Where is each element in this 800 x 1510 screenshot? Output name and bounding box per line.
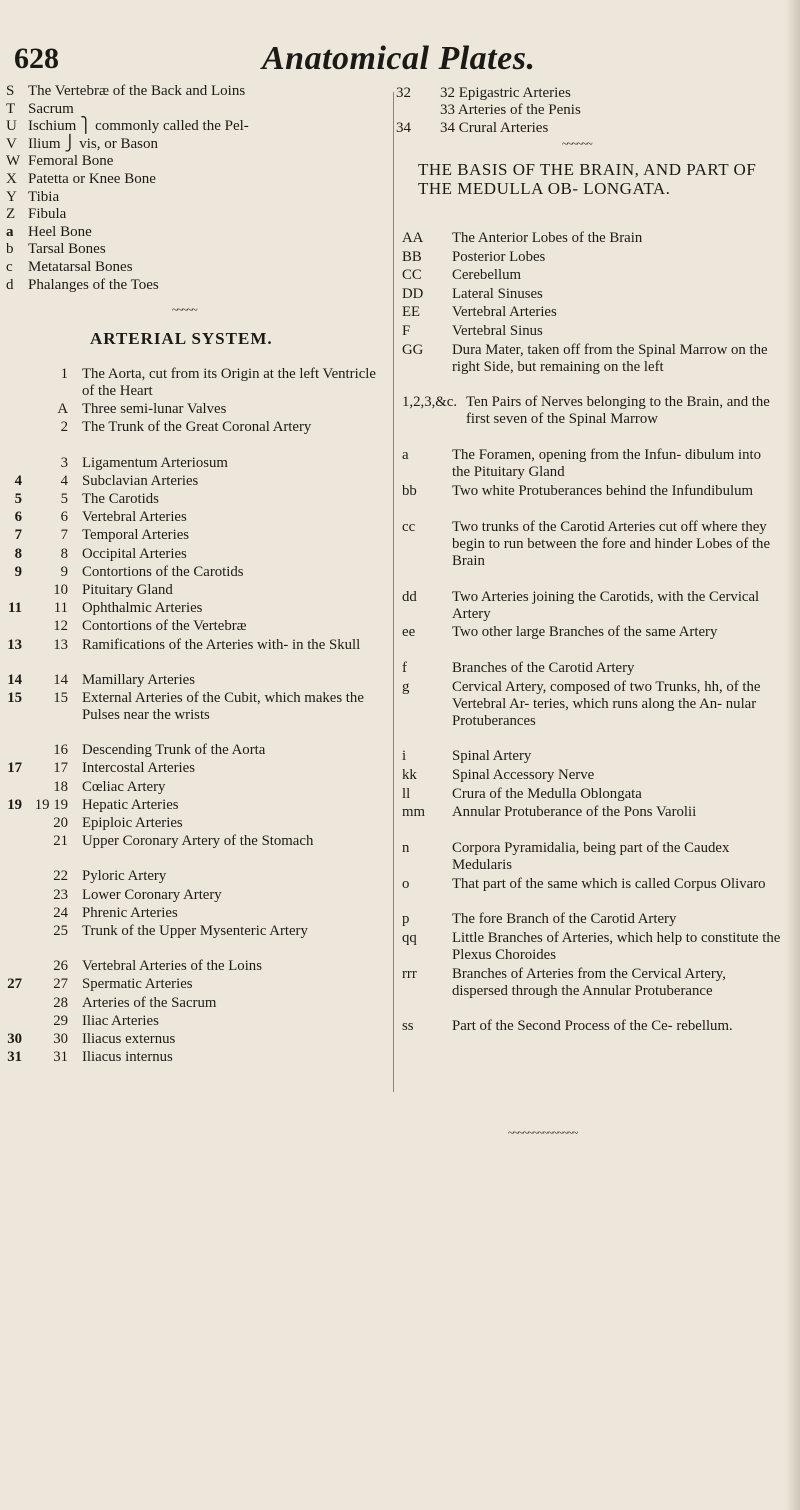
legend-text: Vertebral Sinus: [452, 323, 543, 339]
legend-text: That part of the same which is called Corpus Olivaro: [452, 875, 766, 892]
legend-text: Cervical Artery, composed of two Trunks, hh, of the Vertebral Ar- teries, which runs along the An- nular Protuberances: [452, 678, 761, 729]
artery-description: Spermatic Arteries: [82, 976, 193, 993]
legend-key: 1,2,3,&c.: [402, 394, 458, 411]
left-column: [0, 83, 398, 1283]
ornament-divider-bottom: ~~~~~~~~~~~~~~: [508, 1127, 578, 1139]
legend-key: mm: [402, 804, 426, 821]
plate-margin-number: 7: [14, 527, 22, 544]
artery-number: 23: [53, 886, 68, 903]
artery-number: 17: [53, 760, 68, 777]
artery-description: Ramifications of the Arteries with- in the Skull: [82, 636, 361, 653]
page-header: [0, 0, 800, 80]
artery-description: Contortions of the Carotids: [82, 563, 244, 580]
artery-description: 33 Arteries of the Penis: [440, 102, 581, 119]
plate-margin-number: 34: [396, 119, 411, 136]
artery-number: 7: [60, 527, 68, 544]
legend-key: DD: [402, 285, 424, 302]
legend-key: i: [402, 748, 407, 765]
legend-text: Ischium ⎫ commonly called the Pel-: [28, 118, 249, 135]
legend-key: S: [6, 83, 15, 99]
running-title: Anatomical Plates.: [262, 40, 536, 77]
artery-description: The Trunk of the Great Coronal Artery: [82, 419, 312, 436]
legend-key: Y: [6, 188, 17, 205]
artery-description: Intercostal Arteries: [82, 760, 195, 777]
artery-description: Iliac Arteries: [82, 1012, 159, 1029]
artery-number: A: [57, 401, 68, 418]
legend-key: n: [402, 839, 410, 856]
legend-entry: [0, 83, 246, 101]
artery-number: 4: [60, 472, 68, 489]
legend-key: a: [402, 447, 409, 464]
legend-text: Dura Mater, taken off from the Spinal Marrow on the right Side, but remaining on the left: [452, 341, 768, 375]
legend-entry: [0, 276, 159, 295]
legend-text: Two other large Branches of the same Artery: [452, 624, 718, 641]
plate-margin-number: 15: [7, 690, 22, 706]
plate-margin-number: 32: [396, 85, 411, 101]
legend-entry: [0, 206, 67, 224]
plate-margin-number: 9: [14, 563, 22, 580]
page-edge-shadow: [786, 0, 800, 1510]
artery-description: 34 Crural Arteries: [440, 119, 549, 136]
artery-description: Subclavian Arteries: [82, 472, 199, 489]
artery-number: 29: [53, 1012, 68, 1029]
legend-key: W: [6, 153, 21, 170]
artery-number: 22: [53, 868, 68, 885]
legend-key: Z: [6, 206, 16, 223]
artery-description: External Arteries of the Cubit, which makes the Pulses near the wrists: [82, 690, 364, 723]
artery-description: Phrenic Arteries: [82, 904, 178, 921]
plate-margin-number: 6: [14, 509, 22, 526]
legend-text: Spinal Artery: [452, 748, 532, 765]
legend-text: Corpora Pyramidalia, being part of the Caudex Medularis: [452, 839, 730, 873]
artery-number: 14: [53, 671, 68, 688]
legend-text: Two white Protuberances behind the Infundibulum: [452, 482, 754, 499]
legend-text: Cerebellum: [452, 267, 522, 284]
legend-text: Tibia: [28, 188, 60, 205]
legend-text: Part of the Second Process of the Ce- rebellum.: [452, 1018, 733, 1035]
artery-description: Hepatic Arteries: [82, 796, 179, 813]
legend-key: a: [6, 223, 14, 240]
artery-description: Iliacus externus: [82, 1031, 176, 1047]
legend-key: AA: [402, 230, 424, 246]
plate-margin-number: 8: [14, 545, 22, 562]
artery-description: Cœliac Artery: [82, 778, 166, 795]
legend-key: dd: [402, 588, 417, 605]
legend-text: Crura of the Medulla Oblongata: [452, 785, 642, 802]
legend-entry: [0, 188, 60, 207]
arterial-system-heading: ARTERIAL SYSTEM.: [90, 329, 273, 348]
legend-text: Ten Pairs of Nerves belonging to the Brain, and the first seven of the Spinal Marrow: [466, 394, 770, 428]
artery-description: Pyloric Artery: [82, 868, 167, 885]
legend-text: Branches of the Carotid Artery: [452, 659, 635, 676]
legend-text: Heel Bone: [28, 223, 92, 240]
legend-key: V: [6, 135, 17, 152]
artery-number: 13: [53, 636, 68, 653]
artery-description: 32 Epigastric Arteries: [440, 85, 571, 101]
plate-margin-number: 13: [7, 636, 22, 653]
artery-number: 19 19: [34, 796, 68, 813]
artery-description: Ligamentum Arteriosum: [82, 454, 228, 471]
legend-entry: [0, 153, 114, 171]
artery-description: Three semi-lunar Valves: [82, 401, 227, 418]
artery-description: Epiploic Arteries: [82, 815, 183, 831]
artery-number: 10: [53, 582, 68, 598]
artery-number: 28: [53, 994, 68, 1011]
legend-text: Femoral Bone: [28, 153, 114, 170]
page-number: 628: [14, 42, 59, 75]
artery-number: 12: [53, 618, 68, 635]
legend-key: o: [402, 875, 410, 892]
artery-number: 8: [60, 545, 68, 562]
legend-text: Metatarsal Bones: [28, 259, 133, 275]
legend-text: The fore Branch of the Carotid Artery: [452, 911, 677, 928]
plate-margin-number: 27: [7, 976, 22, 993]
artery-number: 3: [60, 454, 68, 471]
artery-description: The Carotids: [82, 491, 159, 507]
legend-key: T: [6, 100, 16, 117]
plate-margin-number: 14: [7, 671, 22, 688]
legend-entry: [0, 135, 158, 154]
artery-number: 5: [60, 491, 68, 507]
artery-number: 6: [60, 509, 68, 526]
legend-text: Lateral Sinuses: [452, 285, 543, 302]
artery-description: Descending Trunk of the Aorta: [82, 742, 266, 759]
artery-description: Pituitary Gland: [82, 582, 173, 598]
plate-margin-number: 5: [14, 491, 22, 507]
artery-number: 24: [53, 904, 68, 921]
artery-number: 20: [53, 815, 68, 831]
artery-number: 18: [53, 778, 68, 795]
legend-entry: [0, 223, 92, 242]
artery-number: 21: [53, 833, 68, 850]
plate-margin-number: 30: [7, 1031, 22, 1047]
legend-entry: [0, 241, 106, 259]
artery-description: The Aorta, cut from its Origin at the left Ventricle of the Heart: [82, 366, 376, 399]
right-column: [396, 83, 786, 1283]
artery-number: 31: [53, 1049, 68, 1066]
legend-key: EE: [402, 304, 421, 321]
artery-number: 27: [53, 976, 68, 993]
legend-text: Spinal Accessory Nerve: [452, 767, 595, 783]
artery-number: 30: [53, 1031, 68, 1047]
legend-entry: [0, 100, 74, 119]
legend-text: The Anterior Lobes of the Brain: [452, 230, 643, 246]
legend-key: ss: [402, 1018, 414, 1035]
legend-key: F: [402, 323, 411, 339]
artery-number: 11: [53, 600, 68, 617]
legend-text: Fibula: [28, 206, 67, 223]
legend-key: f: [402, 659, 407, 676]
artery-number: 15: [53, 690, 68, 706]
legend-key: ee: [402, 624, 416, 641]
legend-text: Phalanges of the Toes: [28, 276, 159, 293]
artery-description: Temporal Arteries: [82, 527, 190, 544]
artery-description: Vertebral Arteries: [82, 509, 187, 526]
artery-number: 2: [60, 419, 68, 436]
legend-text: Sacrum: [28, 100, 74, 117]
ornament-divider-left: ~~~~~: [172, 304, 197, 316]
legend-key: rrr: [402, 965, 417, 982]
legend-entry: [0, 259, 133, 277]
legend-text: Ilium ⎭ vis, or Bason: [28, 135, 158, 152]
legend-text: Posterior Lobes: [452, 248, 546, 265]
legend-key: qq: [402, 929, 417, 946]
legend-key: X: [6, 171, 17, 187]
legend-text: Tarsal Bones: [28, 241, 106, 258]
artery-description: Lower Coronary Artery: [82, 886, 222, 903]
legend-text: Little Branches of Arteries, which help to constitute the Plexus Choroides: [452, 929, 781, 963]
legend-text: Two trunks of the Carotid Arteries cut off where they begin to run between the fore and hinder Lobes of the Brain: [452, 518, 771, 569]
legend-key: p: [402, 911, 410, 928]
artery-number: 16: [53, 742, 68, 759]
artery-number: 25: [53, 923, 68, 939]
legend-text: The Vertebræ of the Back and Loins: [28, 83, 246, 99]
artery-description: Upper Coronary Artery of the Stomach: [82, 833, 314, 850]
legend-key: g: [402, 678, 410, 695]
legend-key: U: [6, 118, 17, 135]
artery-description: Ophthalmic Arteries: [82, 600, 203, 617]
artery-description: Contortions of the Vertebræ: [82, 618, 247, 635]
artery-description: Vertebral Arteries of the Loins: [82, 958, 262, 975]
legend-key: BB: [402, 248, 422, 265]
legend-entry: [0, 171, 156, 189]
legend-key: d: [6, 276, 14, 293]
ornament-divider-right: ~~~~~~: [562, 138, 592, 150]
legend-key: b: [6, 241, 14, 258]
artery-number: 26: [53, 958, 68, 975]
legend-key: kk: [402, 767, 417, 783]
artery-description: Arteries of the Sacrum: [82, 994, 217, 1011]
legend-key: ll: [402, 785, 411, 802]
legend-text: Vertebral Arteries: [452, 304, 557, 321]
legend-key: CC: [402, 267, 422, 284]
legend-key: bb: [402, 482, 417, 499]
legend-text: Branches of Arteries from the Cervical Artery, dispersed through the Annular Protuberance: [452, 965, 726, 999]
legend-key: GG: [402, 341, 424, 358]
legend-key: cc: [402, 518, 416, 535]
artery-description: Mamillary Arteries: [82, 671, 195, 688]
plate-margin-number: 11: [8, 600, 22, 617]
legend-entry: [0, 118, 249, 136]
legend-text: The Foramen, opening from the Infun- dibulum into the Pituitary Gland: [452, 447, 762, 481]
legend-key: c: [6, 259, 13, 275]
legend-text: Patetta or Knee Bone: [28, 171, 156, 187]
legend-text: Annular Protuberance of the Pons Varolii: [452, 804, 697, 821]
artery-description: Trunk of the Upper Mysenteric Artery: [82, 923, 308, 939]
legend-text: Two Arteries joining the Carotids, with the Cervical Artery: [452, 588, 760, 622]
plate-margin-number: 4: [14, 472, 22, 489]
plate-margin-number: 31: [7, 1049, 22, 1066]
plate-margin-number: 17: [7, 760, 22, 777]
artery-description: Occipital Arteries: [82, 545, 187, 562]
artery-description: Iliacus internus: [82, 1049, 173, 1066]
basis-of-brain-heading: THE BASIS OF THE BRAIN, AND PART OF THE MEDULLA OB- LONGATA.: [418, 160, 757, 198]
artery-number: 1: [60, 366, 68, 382]
plate-margin-number: 19: [7, 796, 22, 813]
artery-number: 9: [60, 563, 68, 580]
